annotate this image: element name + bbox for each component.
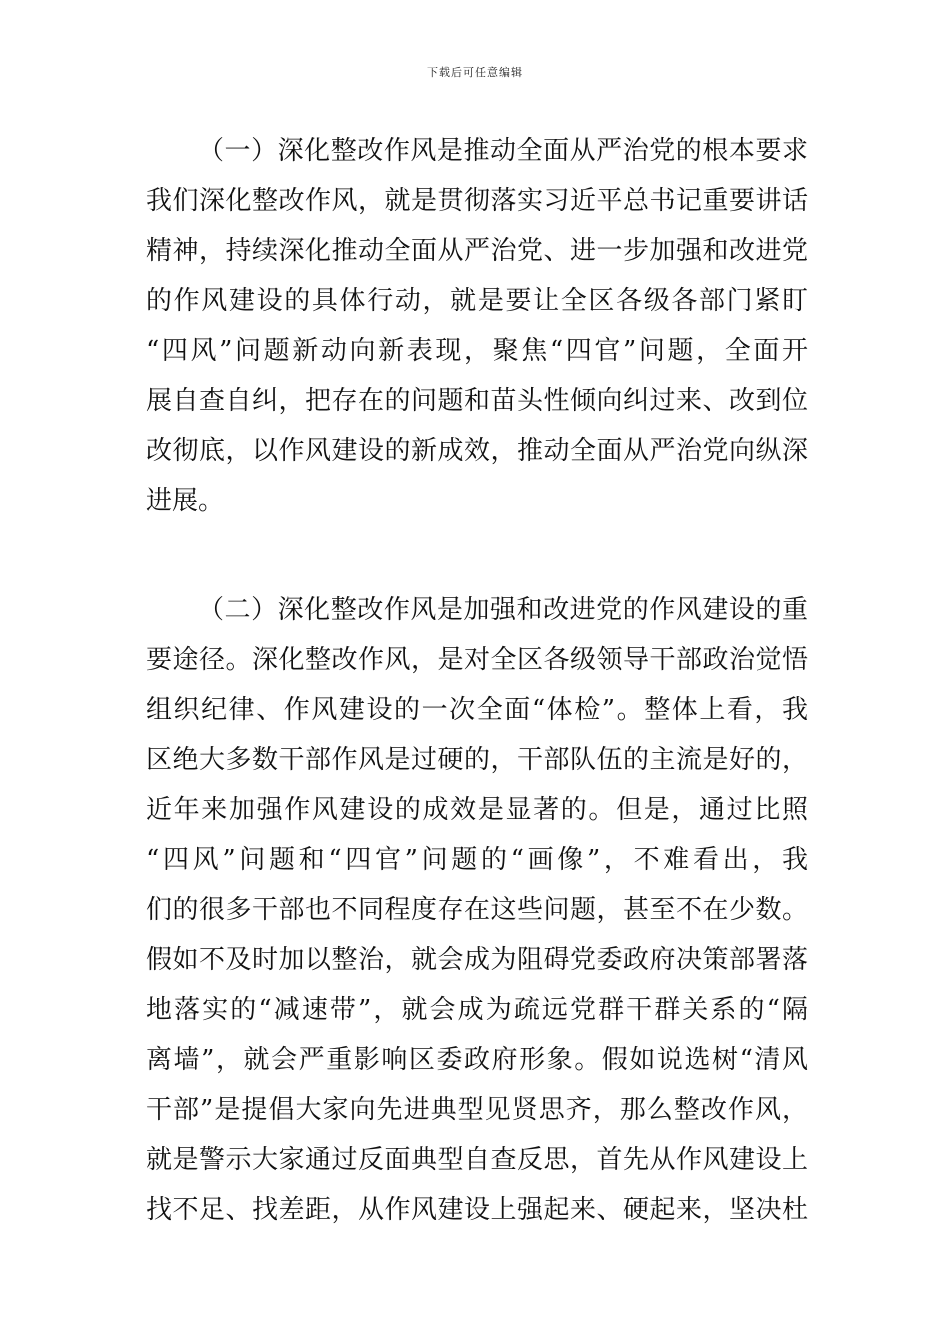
paragraph-line: 找不足、找差距，从作风建设上强起来、硬起来，坚决杜: [146, 1195, 808, 1225]
paragraph-line: 进展。: [146, 486, 225, 516]
paragraph-line: 要途径。深化整改作风，是对全区各级领导干部政治觉悟: [146, 645, 808, 675]
paragraph-line: （二）深化整改作风是加强和改进党的作风建设的重: [198, 595, 808, 625]
paragraph-line: “四风”问题新动向新表现，聚焦“四官”问题，全面开: [146, 336, 808, 366]
paragraph-2: [146, 585, 808, 1235]
paragraph-line: 精神，持续深化推动全面从严治党、进一步加强和改进党: [146, 236, 808, 266]
paragraph-line: 区绝大多数干部作风是过硬的，干部队伍的主流是好的，: [146, 745, 808, 775]
paragraph-line: 干部”是提倡大家向先进典型见贤思齐，那么整改作风，: [146, 1095, 808, 1125]
paragraph-line: “四风”问题和“四官”问题的“画像”，不难看出，我: [146, 845, 808, 875]
paragraph-line: 就是警示大家通过反面典型自查反思，首先从作风建设上: [146, 1145, 808, 1175]
paragraph-line: 近年来加强作风建设的成效是显著的。但是，通过比照: [146, 795, 808, 825]
page-header: 下载后可任意编辑: [427, 66, 523, 79]
paragraph-line: 的作风建设的具体行动，就是要让全区各级各部门紧盯: [146, 286, 808, 316]
paragraph-line: 地落实的“减速带”，就会成为疏远党群干群关系的“隔: [146, 995, 808, 1025]
paragraph-spacer: [146, 526, 808, 585]
document-body: [146, 126, 808, 1235]
paragraph-line: 们的很多干部也不同程度存在这些问题，甚至不在少数。: [146, 895, 808, 925]
paragraph-line: （一）深化整改作风是推动全面从严治党的根本要求: [198, 136, 808, 166]
paragraph-line: 改彻底，以作风建设的新成效，推动全面从严治党向纵深: [146, 436, 808, 466]
paragraph-1: [146, 126, 808, 526]
paragraph-line: 展自查自纠，把存在的问题和苗头性倾向纠过来、改到位: [146, 386, 808, 416]
paragraph-line: 我们深化整改作风，就是贯彻落实习近平总书记重要讲话: [146, 186, 808, 216]
paragraph-line: 组织纪律、作风建设的一次全面“体检”。整体上看，我: [146, 695, 808, 725]
paragraph-line: 假如不及时加以整治，就会成为阻碍党委政府决策部署落: [146, 945, 808, 975]
paragraph-line: 离墙”，就会严重影响区委政府形象。假如说选树“清风: [146, 1045, 808, 1075]
